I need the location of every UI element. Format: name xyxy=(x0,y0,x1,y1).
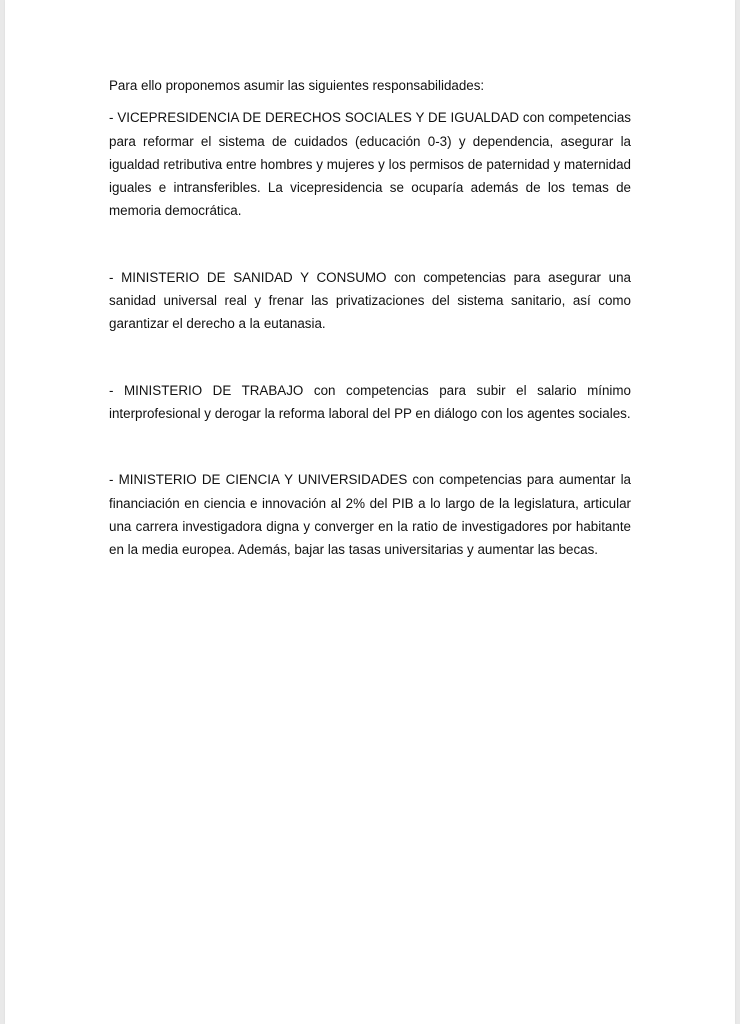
document-page xyxy=(5,0,735,1024)
paragraph-spacer xyxy=(109,336,631,379)
paragraph-spacer xyxy=(109,223,631,266)
intro-line: Para ello proponemos asumir las siguientes responsabilidades: xyxy=(109,78,485,93)
paragraph-ciencia: - MINISTERIO DE CIENCIA Y UNIVERSIDADES con competencias para aumentar la financiación en ciencia e innovación al 2% del PIB a lo largo de la legislatura, articular una carrera investigadora digna y converger en la ratio de investigadores por habitante en la media europea. Además, bajar las tasas universitarias y aumentar las becas. xyxy=(109,472,631,558)
paragraph-trabajo: - MINISTERIO DE TRABAJO con competencias para subir el salario mínimo interprofesional y derogar la reforma laboral del PP en diálogo con los agentes sociales. xyxy=(109,382,631,421)
document-body xyxy=(109,74,631,561)
paragraph-vicepresidencia: - VICEPRESIDENCIA DE DERECHOS SOCIALES Y DE IGUALDAD con competencias para reformar el sistema de cuidados (educación 0-3) y dependencia, asegurar la igualdad retributiva entre hombres y mujeres y los permisos de paternidad y maternidad iguales e intransferibles. La vicepresidencia se ocuparía además de los temas de memoria democrática. xyxy=(109,110,631,219)
paragraph-spacer xyxy=(109,425,631,468)
paragraph-sanidad: - MINISTERIO DE SANIDAD Y CONSUMO con competencias para asegurar una sanidad universal real y frenar las privatizaciones del sistema sanitario, así como garantizar el derecho a la eutanasia. xyxy=(109,269,631,332)
